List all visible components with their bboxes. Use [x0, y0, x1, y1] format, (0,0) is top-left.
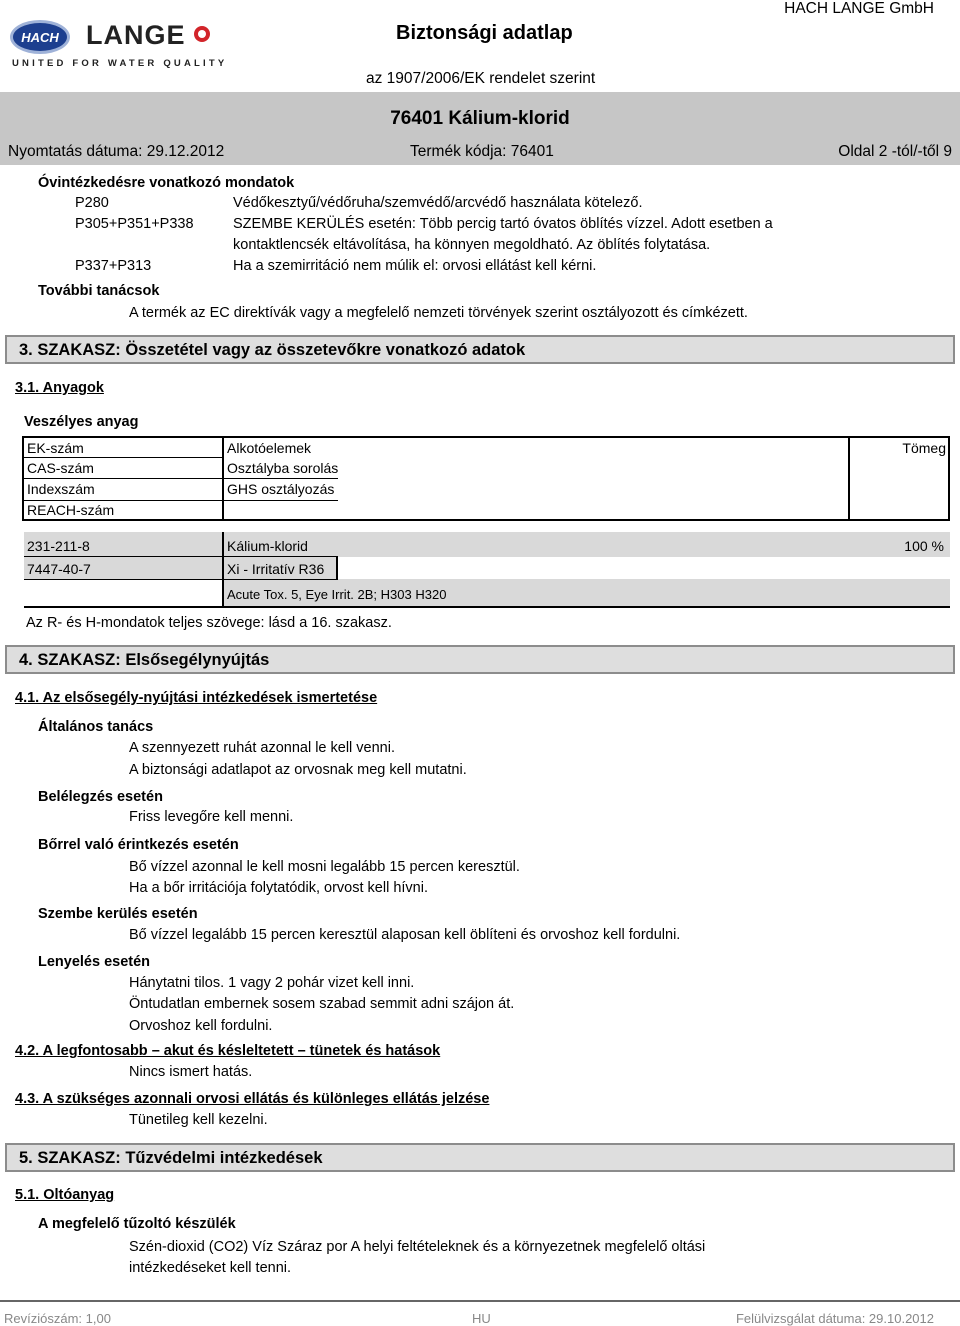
- extinguisher-heading: A megfelelő tűzoltó készülék: [38, 1216, 236, 1232]
- section-5-title: 5. SZAKASZ: Tűzvédelmi intézkedések: [19, 1149, 323, 1167]
- section-4-title: 4. SZAKASZ: Elsősegélynyújtás: [19, 651, 270, 669]
- hazardous-substance-heading: Veszélyes anyag: [24, 414, 139, 430]
- extinguisher-line: Szén-dioxid (CO2) Víz Száraz por A helyi feltételeknek és a környezetnek megfelelő oltási: [129, 1239, 706, 1255]
- group-line: Orvoshoz kell fordulni.: [129, 1018, 273, 1034]
- group-line: Bő vízzel azonnal le kell mosni legalább 15 percen keresztül.: [129, 859, 520, 875]
- hach-logo: [10, 20, 70, 54]
- group-heading: Belélegzés esetén: [38, 789, 163, 805]
- header-ghs: GHS osztályozás: [227, 481, 335, 497]
- header-cas-number: CAS-szám: [27, 460, 94, 476]
- row-mass: 100 %: [904, 538, 944, 554]
- group-heading: Lenyelés esetén: [38, 954, 151, 970]
- further-advice-text: A termék az EC direktívák vagy a megfelelő nemzeti törvények szerint osztályozott és címkézett.: [129, 305, 748, 321]
- header-mass: Tömeg: [902, 440, 946, 456]
- row-ghs: Acute Tox. 5, Eye Irrit. 2B; H303 H320: [227, 587, 447, 602]
- extinguisher-line: intézkedéseket kell tenni.: [129, 1260, 292, 1276]
- p-code: P305+P351+P338: [75, 216, 194, 232]
- product-code: Termék kódja: 76401: [410, 143, 554, 160]
- group-line: Hánytatni tilos. 1 vagy 2 pohár vizet kell inni.: [129, 975, 415, 991]
- subsection-5-1: 5.1. Oltóanyag: [15, 1187, 115, 1203]
- row-ec-number: 231-211-8: [27, 538, 90, 554]
- registered-mark-icon: [194, 26, 210, 42]
- group-line: Ha a bőr irritációja folytatódik, orvost kell hívni.: [129, 880, 428, 896]
- row-component: Kálium-klorid: [227, 538, 308, 554]
- section-3-bar: [5, 335, 955, 364]
- group-line: A biztonsági adatlapot az orvosnak meg kell mutatni.: [129, 762, 467, 778]
- review-date: Felülvizsgálat dátuma: 29.10.2012: [735, 1311, 934, 1326]
- print-date: Nyomtatás dátuma: 29.12.2012: [8, 143, 225, 160]
- header-component: Alkotóelemek: [227, 440, 312, 456]
- language-code: HU: [472, 1311, 491, 1326]
- group-heading: Általános tanács: [38, 719, 154, 735]
- subsection-4-2: 4.2. A legfontosabb – akut és késleltetett – tünetek és hatások: [15, 1043, 441, 1059]
- group-line: Bő vízzel legalább 15 percen keresztül alaposan kell öblíteni és orvoshoz kell fordulni.: [129, 927, 681, 943]
- section-4-bar: [5, 645, 955, 674]
- header-reach-number: REACH-szám: [27, 502, 115, 518]
- hach-logo-text: HACH: [21, 30, 59, 45]
- row-classification: Xi - Irritatív R36: [227, 561, 325, 577]
- product-name: 76401 Kálium-klorid: [390, 108, 570, 129]
- subsection-3-1: 3.1. Anyagok: [15, 380, 104, 396]
- company-name: HACH LANGE GmbH: [784, 0, 934, 17]
- subsection-4-2-text: Nincs ismert hatás.: [129, 1064, 253, 1080]
- revision-number: Revíziószám: 1,00: [4, 1311, 111, 1326]
- p-text: SZEMBE KERÜLÉS esetén: Több percig tartó óvatos öblítés vízzel. Adott esetben a: [233, 216, 773, 232]
- logo-tagline: UNITED FOR WATER QUALITY: [12, 58, 228, 69]
- section-5-bar: [5, 1143, 955, 1172]
- precaution-heading: Óvintézkedésre vonatkozó mondatok: [38, 175, 295, 191]
- regulation-line: az 1907/2006/EK rendelet szerint: [366, 70, 596, 87]
- row-cas-number: 7447-40-7: [27, 561, 91, 577]
- header-index-number: Indexszám: [27, 481, 95, 497]
- document-title: Biztonsági adatlap: [396, 22, 573, 44]
- lange-logo-text: LANGE: [86, 20, 186, 50]
- group-line: Friss levegőre kell menni.: [129, 809, 294, 825]
- p-text: kontaktlencsék eltávolítása, ha könnyen megoldható. Az öblítés folytatása.: [233, 237, 711, 253]
- header-ec-number: EK-szám: [27, 440, 84, 456]
- header-band: [0, 92, 960, 165]
- subsection-4-1: 4.1. Az elsősegély-nyújtási intézkedések ismertetése: [15, 690, 378, 706]
- p-code: P280: [75, 195, 109, 211]
- subsection-4-3: 4.3. A szükséges azonnali orvosi ellátás és különleges ellátás jelzése: [15, 1091, 490, 1107]
- group-line: Öntudatlan embernek sosem szabad semmit adni szájon át.: [129, 996, 515, 1012]
- footer: [0, 1300, 960, 1326]
- p-text: Védőkesztyű/védőruha/szemvédő/arcvédő használata kötelező.: [233, 195, 643, 211]
- further-advice-heading: További tanácsok: [38, 283, 160, 299]
- section-3-title: 3. SZAKASZ: Összetétel vagy az összetevőkre vonatkozó adatok: [19, 341, 526, 359]
- p-text: Ha a szemirritáció nem múlik el: orvosi ellátást kell kérni.: [233, 258, 597, 274]
- r-h-phrases-note: Az R- és H-mondatok teljes szövege: lásd a 16. szakasz.: [26, 615, 392, 631]
- group-line: A szennyezett ruhát azonnal le kell venni.: [129, 740, 395, 756]
- page-number: Oldal 2 -tól/-től 9: [838, 143, 952, 160]
- header-classification: Osztályba sorolás: [227, 460, 339, 476]
- subsection-4-3-text: Tünetileg kell kezelni.: [129, 1112, 268, 1128]
- p-code: P337+P313: [75, 258, 152, 274]
- group-heading: Bőrrel való érintkezés esetén: [38, 837, 239, 853]
- group-heading: Szembe kerülés esetén: [38, 906, 198, 922]
